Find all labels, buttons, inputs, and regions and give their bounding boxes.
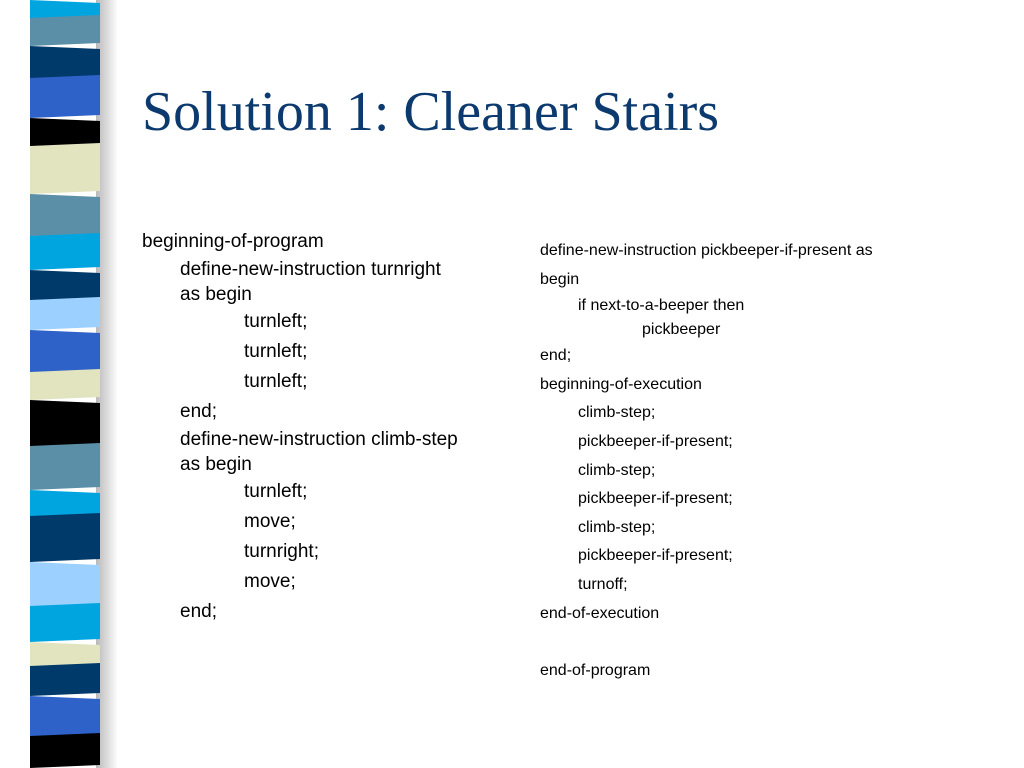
ribbon-segment [30,696,100,739]
code-line-climb-step: climb-step; [578,461,656,479]
code-line-end: end; [180,601,217,622]
ribbon-segment [30,400,100,449]
code-line-define-climb-step: define-new-instruction climb-step [180,429,458,450]
code-line-as-begin: as begin [180,454,252,475]
ribbon-segment [30,194,100,239]
right-code-column [540,237,1000,686]
code-line-move: move; [244,511,296,532]
code-line-end-of-execution: end-of-execution [540,604,660,622]
code-line-pickbeeper: pickbeeper [642,321,721,339]
code-line-turnleft: turnleft; [244,371,308,392]
code-line-pickbeeper-if-present: pickbeeper-if-present; [578,547,733,565]
code-line-end: end; [540,347,572,365]
code-line-as-begin: as begin [180,284,252,305]
ribbon-segment [30,562,100,609]
code-line-end: end; [180,401,217,422]
code-line-define-pickbeeper: define-new-instruction pickbeeper-if-present as [540,242,873,259]
code-line-define-turnright: define-new-instruction turnright [180,259,441,280]
code-line-turnleft: turnleft; [244,481,308,502]
left-code-column [142,227,522,627]
ribbon-segment [30,603,100,642]
code-line-climb-step: climb-step; [578,518,656,536]
code-line-begin: begin [540,270,580,288]
ribbon-segment [30,733,100,768]
ribbon-segment [30,143,100,194]
striped-ribbon-icon [30,0,100,768]
code-line-pickbeeper-if-present: pickbeeper-if-present; [578,432,733,450]
code-line-turnright: turnright; [244,541,319,562]
ribbon-segment [30,443,100,490]
code-line-turnoff: turnoff; [578,575,628,593]
ribbon-segment [30,15,100,46]
ribbon-segment [30,297,100,330]
ribbon-segment [30,513,100,562]
ribbon-segment [30,663,100,696]
code-line-beginning-of-program: beginning-of-program [142,231,324,252]
ribbon-segment [30,330,100,375]
ribbon-segment [30,369,100,400]
code-line-if-next-to-a-beeper: if next-to-a-beeper then [578,297,745,315]
ribbon-segment [30,233,100,270]
code-line-end-of-program: end-of-program [540,662,651,680]
code-line-turnleft: turnleft; [244,311,308,332]
code-line-pickbeeper-if-present: pickbeeper-if-present; [578,490,733,508]
code-line-move: move; [244,571,296,592]
ribbon-segment [30,75,100,118]
code-line-climb-step: climb-step; [578,404,656,422]
code-line-turnleft: turnleft; [244,341,308,362]
code-line-beginning-of-execution: beginning-of-execution [540,375,702,393]
slide-title: Solution 1: Cleaner Stairs [142,81,720,143]
